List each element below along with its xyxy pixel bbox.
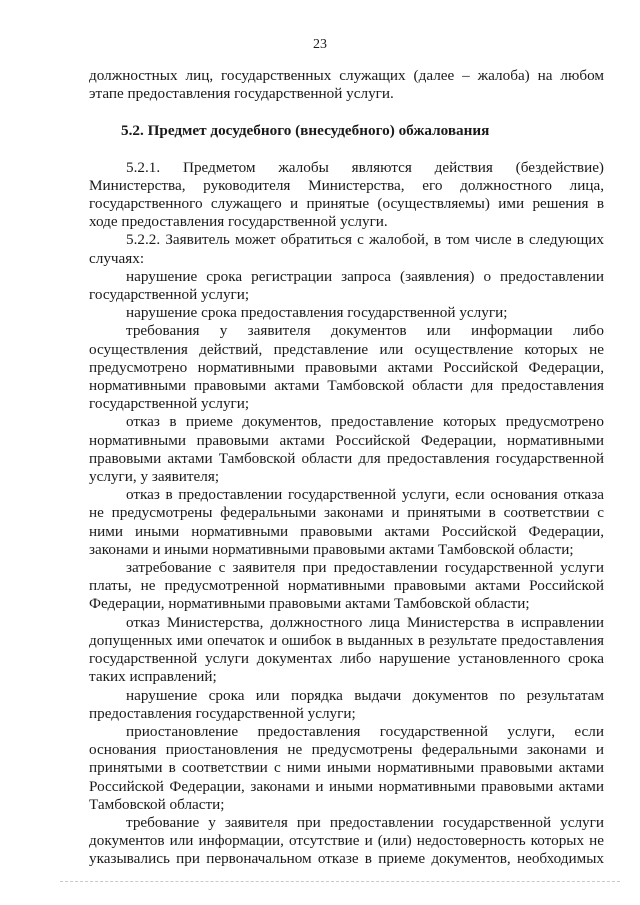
document-body — [89, 67, 604, 869]
intro-paragraph: должностных лиц, государственных служащих (далее – жалоба) на любом этапе предоставления государственной услуги. — [89, 67, 604, 103]
case-documents-requirement: требование у заявителя при предоставлении государственной услуги документов или информации, отсутствие и (или) недостоверность которых не указывались при первоначальном отказе в приеме документов, необходимых — [89, 813, 604, 868]
case-suspension: приостановление предоставления государственной услуги, если основания приостановления не предусмотрены федеральными законами и принятыми в соответствии с ними иными нормативными правовыми актами Российской Федерации, законами и иными нормативными правовыми актами Тамбовской области; — [89, 722, 604, 813]
case-issuance-violation: нарушение срока или порядка выдачи документов по результатам предоставления государственной услуги; — [89, 686, 604, 722]
case-registration-deadline: нарушение срока регистрации запроса (заявления) о предоставлении государственной услуги; — [89, 267, 604, 304]
case-extra-payment: затребование с заявителя при предоставлении государственной услуги платы, не предусмотренной нормативными правовыми актами Российской Федерации, нормативными правовыми актами Тамбовской области; — [89, 559, 604, 613]
case-refusal-service: отказ в предоставлении государственной услуги, если основания отказа не предусмотрены федеральными законами и принятыми в соответствии с ними иными нормативными правовыми актами Российской Федерации, законами и иными нормативными правовыми актами Тамбовской области; — [89, 486, 604, 558]
case-extra-documents: требования у заявителя документов или информации либо осуществления действий, представление или осуществление которых не предусмотрено нормативными правовыми актами Российской Федерации, нормативными правовыми актами Тамбовской области для предоставления государственной услуги; — [89, 322, 604, 413]
case-refusal-acceptance: отказ в приеме документов, предоставление которых предусмотрено нормативными правовыми актами Российской Федерации, нормативными правовыми актами Тамбовской области для предоставления государственной услуги, у заявителя; — [89, 413, 604, 486]
case-service-deadline: нарушение срока предоставления государственной услуги; — [126, 304, 508, 322]
case-correction-refusal: отказ Министерства, должностного лица Министерства в исправлении допущенных ими опечаток и ошибок в выданных в результате предоставления государственной услуги документах либо нарушение установленного срока таких исправлений; — [89, 613, 604, 686]
section-heading: 5.2. Предмет досудебного (внесудебного) обжалования — [121, 122, 490, 140]
page-number: 23 — [313, 37, 327, 52]
scan-edge-line — [60, 881, 620, 882]
paragraph-5-2-2: 5.2.2. Заявитель может обратиться с жалобой, в том числе в следующих случаях: — [89, 231, 604, 267]
paragraph-5-2-1: 5.2.1. Предметом жалобы являются действия (бездействие) Министерства, руководителя Министерства, его должностного лица, государственного служащего и принятые (осуществляемы) ими решения в ходе предоставления государственной услуги. — [89, 158, 604, 231]
